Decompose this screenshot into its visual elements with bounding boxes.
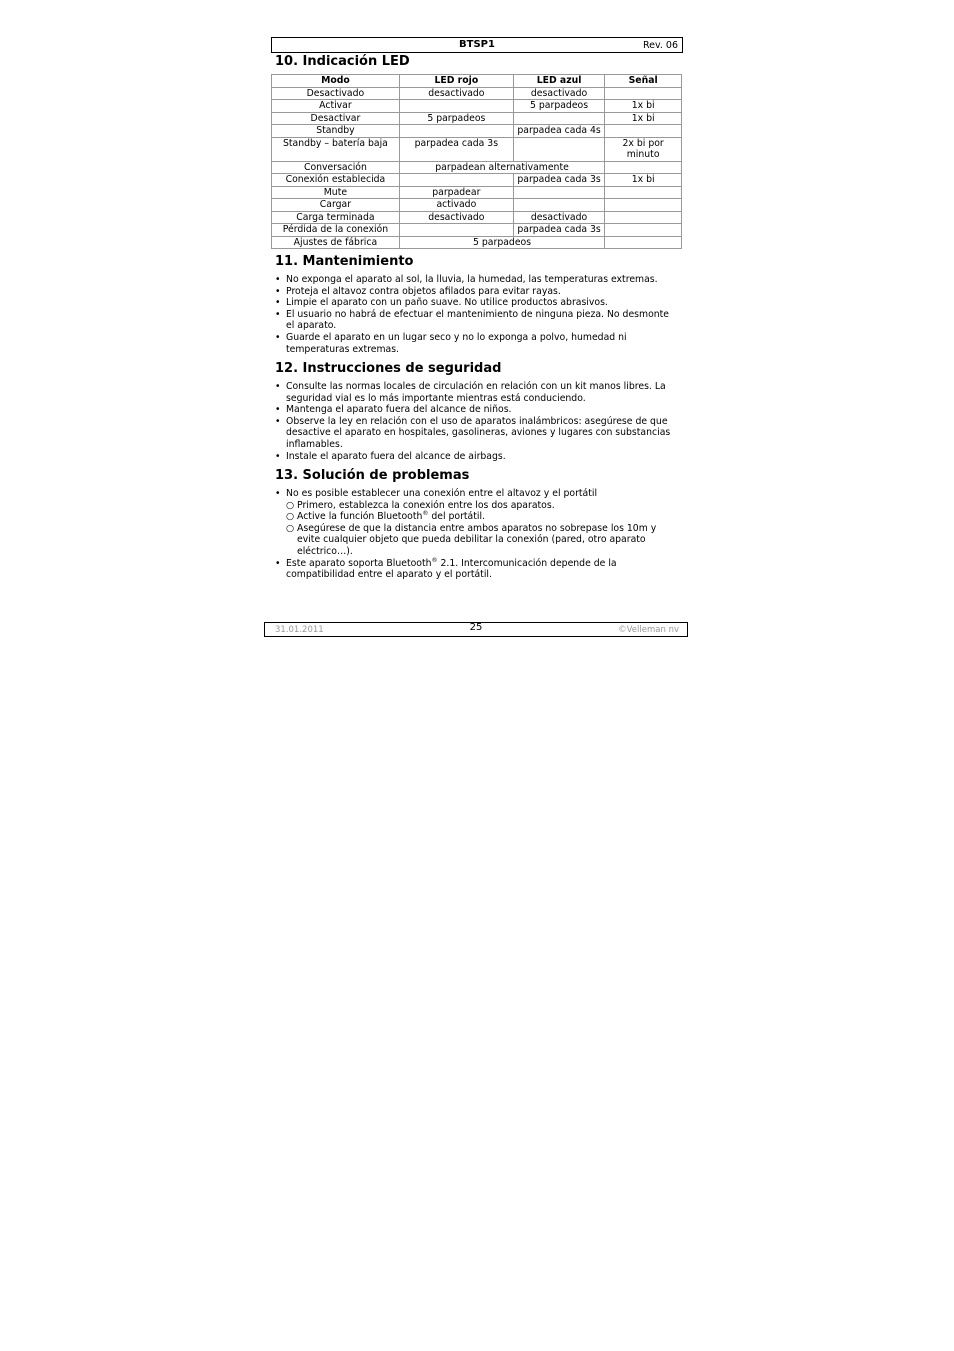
table-cell <box>399 224 513 237</box>
maintenance-list <box>275 274 675 355</box>
table-cell: desactivado <box>399 87 513 100</box>
footer-copyright: ©Velleman nv <box>618 625 679 635</box>
list-item: • Mantenga el aparato fuera del alcance de niños. <box>275 404 512 416</box>
table-cell: desactivado <box>513 87 604 100</box>
section-heading-maintenance: 11. Mantenimiento <box>275 254 414 269</box>
list-item: • Consulte las normas locales de circulación en relación con un kit manos libres. La seguridad vial es lo más importante mientras está conduciendo. <box>275 381 666 404</box>
table-cell: desactivado <box>513 211 604 224</box>
col-header: Modo <box>272 75 400 88</box>
list-item: • Este aparato soporta Bluetooth® 2.1. Intercomunicación depende de la compatibilidad entre el aparato y el portátil. <box>275 556 617 581</box>
table-cell: Mute <box>272 186 400 199</box>
led-table <box>271 74 682 249</box>
table-cell: Conversación <box>272 161 400 174</box>
table-cell: Carga terminada <box>272 211 400 224</box>
table-row <box>272 125 682 138</box>
table-header-row <box>272 75 682 88</box>
table-row <box>272 100 682 113</box>
list-item: • Observe la ley en relación con el uso de aparatos inalámbricos: asegúrese de que desactive el aparato en hospitales, gasolineras, aviones y lugares con substancias inflamables. <box>275 415 671 450</box>
table-row <box>272 137 682 161</box>
table-cell: 5 parpadeos <box>399 112 513 125</box>
table-cell: 2x bi por minuto <box>605 137 682 161</box>
table-cell: activado <box>399 199 513 212</box>
table-row <box>272 199 682 212</box>
table-cell: Standby – batería baja <box>272 137 400 161</box>
list-item: • El usuario no habrá de efectuar el mantenimiento de ninguna pieza. No desmonte el aparato. <box>275 308 670 332</box>
table-cell <box>605 186 682 199</box>
table-row <box>272 161 682 174</box>
table-cell <box>605 161 682 174</box>
table-row <box>272 236 682 249</box>
table-cell <box>513 199 604 212</box>
troubleshooting-list <box>275 488 675 581</box>
table-row <box>272 211 682 224</box>
table-cell: 1x bi <box>605 112 682 125</box>
page-footer <box>264 622 688 637</box>
table-cell: Cargar <box>272 199 400 212</box>
table-cell <box>399 100 513 113</box>
table-cell: Standby <box>272 125 400 138</box>
table-cell: parpadea cada 3s <box>513 224 604 237</box>
list-item: • Instale el aparato fuera del alcance de airbags. <box>275 450 506 462</box>
list-item: • Proteja el altavoz contra objetos afilados para evitar rayas. <box>275 285 561 297</box>
table-cell <box>513 137 604 161</box>
table-cell: Desactivar <box>272 112 400 125</box>
table-cell: Ajustes de fábrica <box>272 236 400 249</box>
table-cell <box>605 125 682 138</box>
page-header <box>271 37 683 53</box>
sub-list-item: ○ Primero, establezca la conexión entre los dos aparatos. <box>286 499 555 511</box>
footer-date: 31.01.2011 <box>275 625 324 635</box>
table-cell: Activar <box>272 100 400 113</box>
section-heading-troubleshooting: 13. Solución de problemas <box>275 468 470 483</box>
table-cell: 5 parpadeos <box>399 236 604 249</box>
model-name: BTSP1 <box>459 39 495 50</box>
table-cell <box>605 236 682 249</box>
table-cell: parpadear <box>399 186 513 199</box>
col-header: LED rojo <box>399 75 513 88</box>
table-cell: parpadean alternativamente <box>399 161 604 174</box>
section-heading-led: 10. Indicación LED <box>275 54 410 69</box>
safety-list <box>275 381 675 462</box>
table-cell <box>605 199 682 212</box>
table-cell <box>513 186 604 199</box>
table-cell: 5 parpadeos <box>513 100 604 113</box>
list-item: • No exponga el aparato al sol, la lluvia, la humedad, las temperaturas extremas. <box>275 274 658 285</box>
table-row <box>272 112 682 125</box>
table-row <box>272 186 682 199</box>
table-cell: Pérdida de la conexión <box>272 224 400 237</box>
table-cell <box>399 125 513 138</box>
table-cell: 1x bi <box>605 100 682 113</box>
table-row <box>272 174 682 187</box>
table-cell: Conexión establecida <box>272 174 400 187</box>
table-cell <box>605 87 682 100</box>
table-cell <box>399 174 513 187</box>
sub-list-item: ○ Active la función Bluetooth® del portátil. <box>286 510 486 523</box>
table-cell: Desactivado <box>272 87 400 100</box>
list-item: • No es posible establecer una conexión entre el altavoz y el portátil ○ Primero, establezca la conexión entre los dos aparatos. ○ Active la función Bluetooth® del portátil. ○ Asegúrese de que la distancia entre ambos aparatos no sobrepase los 10m y evite cualquier objeto que pueda debilitar la conexión (pared, otro aparato eléctrico…). <box>275 488 675 558</box>
revision: Rev. 06 <box>642 40 678 51</box>
list-item: • Guarde el aparato en un lugar seco y no lo exponga a polvo, humedad ni temperaturas extremas. <box>275 331 627 355</box>
table-cell: parpadea cada 3s <box>513 174 604 187</box>
table-cell: 1x bi <box>605 174 682 187</box>
table-cell: parpadea cada 3s <box>399 137 513 161</box>
list-item: • Limpie el aparato con un paño suave. No utilice productos abrasivos. <box>275 297 608 309</box>
section-heading-safety: 12. Instrucciones de seguridad <box>275 361 502 376</box>
table-row <box>272 87 682 100</box>
page-number: 25 <box>469 622 483 633</box>
table-row <box>272 224 682 237</box>
sub-list <box>286 500 675 558</box>
sub-list-item: ○ Asegúrese de que la distancia entre ambos aparatos no sobrepase los 10m y evite cualquier objeto que pueda debilitar la conexión (pared, otro aparato eléctrico…). <box>286 522 657 557</box>
table-cell <box>605 211 682 224</box>
col-header: Señal <box>605 75 682 88</box>
table-cell: parpadea cada 4s <box>513 125 604 138</box>
col-header: LED azul <box>513 75 604 88</box>
table-cell: desactivado <box>399 211 513 224</box>
table-cell <box>513 112 604 125</box>
table-cell <box>605 224 682 237</box>
